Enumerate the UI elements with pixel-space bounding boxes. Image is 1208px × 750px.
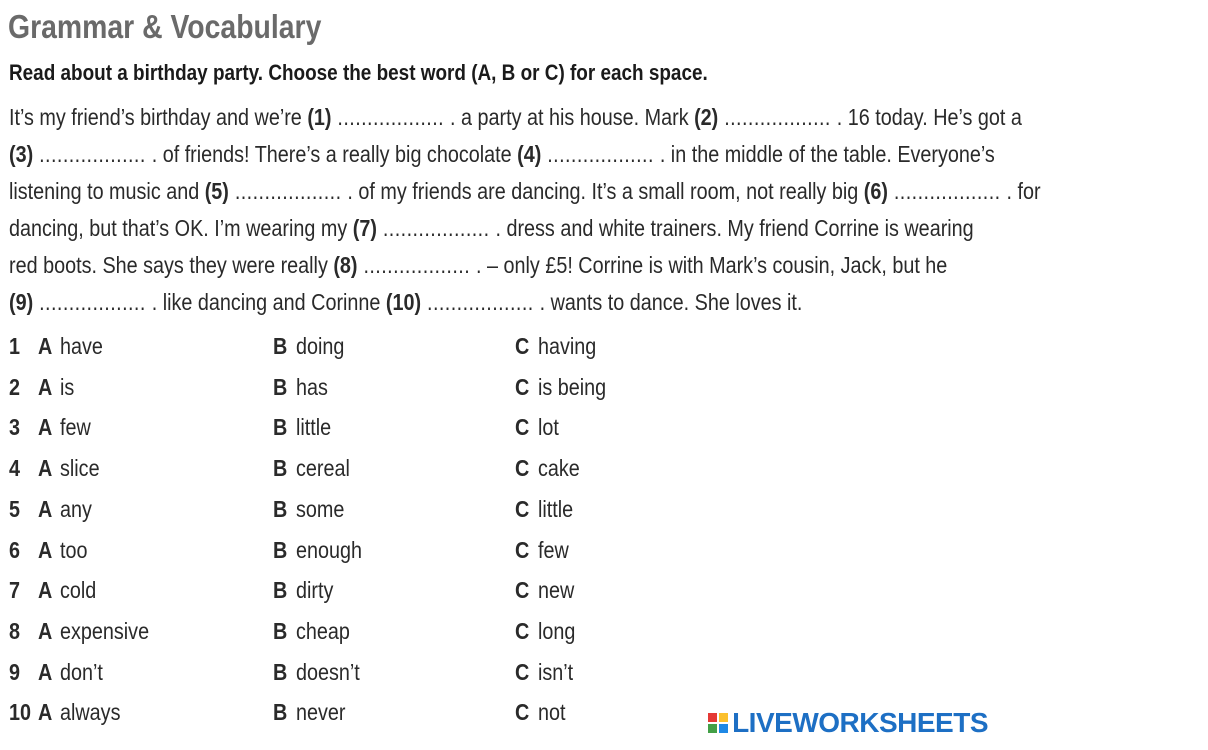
option-c[interactable]: having: [538, 333, 597, 359]
instructions: Read about a birthday party. Choose the best word (A, B or C) for each space.: [9, 60, 708, 85]
blank-number: (5): [204, 178, 229, 204]
option-a[interactable]: is: [60, 373, 75, 400]
question-row: [0, 414, 700, 448]
answer-blank[interactable]: ..................: [376, 215, 496, 241]
answer-blank[interactable]: ..................: [357, 252, 477, 278]
answer-blank[interactable]: ..................: [887, 178, 1007, 204]
option-a[interactable]: always: [60, 699, 121, 726]
passage-line: [9, 178, 1208, 205]
option-a[interactable]: too: [60, 536, 88, 563]
logo-square: [719, 713, 728, 722]
option-a[interactable]: don’t: [60, 658, 103, 685]
option-c[interactable]: few: [538, 536, 569, 563]
option-c[interactable]: long: [538, 617, 576, 644]
blank-number: (3): [9, 141, 34, 167]
option-letter-c: C: [515, 333, 530, 359]
option-letter-a: A: [38, 658, 53, 685]
question-number: 9: [9, 658, 21, 685]
question-row: [0, 618, 700, 652]
answer-blank[interactable]: ..................: [541, 141, 660, 167]
logo-square: [708, 724, 717, 733]
option-letter-c: C: [515, 455, 530, 482]
question-row: [0, 537, 700, 571]
question-number: 7: [9, 577, 21, 604]
option-letter-a: A: [38, 414, 53, 441]
passage-text: . 16 today. He’s got a: [836, 104, 1022, 130]
option-letter-b: B: [273, 577, 288, 604]
question-number: 6: [9, 536, 21, 563]
question-row: [0, 374, 700, 408]
option-b[interactable]: enough: [296, 536, 363, 563]
option-a[interactable]: have: [60, 333, 103, 359]
passage-text: . in the middle of the table. Everyone’s: [659, 141, 995, 167]
passage-text: red boots. She says they were really: [9, 252, 334, 278]
option-c[interactable]: little: [538, 495, 574, 522]
option-letter-c: C: [515, 495, 530, 522]
option-letter-c: C: [515, 414, 530, 441]
question-row: [0, 577, 700, 611]
option-c[interactable]: not: [538, 699, 566, 726]
answer-blank[interactable]: ..................: [421, 289, 540, 315]
option-letter-b: B: [273, 617, 288, 644]
passage-text: . like dancing and Corinne: [151, 289, 386, 315]
option-letter-c: C: [515, 658, 530, 685]
option-b[interactable]: doing: [296, 333, 345, 359]
question-number: 3: [9, 414, 21, 441]
option-b[interactable]: dirty: [296, 577, 334, 604]
option-b[interactable]: cheap: [296, 617, 350, 644]
option-letter-c: C: [515, 536, 530, 563]
passage-text: It’s my friend’s birthday and we’re: [9, 104, 308, 130]
option-a[interactable]: cold: [60, 577, 97, 604]
option-letter-b: B: [273, 414, 288, 441]
question-row: [0, 333, 700, 367]
passage-line: [9, 215, 1131, 242]
option-c[interactable]: new: [538, 577, 575, 604]
passage-text: dancing, but that’s OK. I’m wearing my: [9, 215, 353, 241]
passage-text: . of my friends are dancing. It’s a small room, not really big: [347, 178, 864, 204]
option-c[interactable]: lot: [538, 414, 559, 441]
option-letter-a: A: [38, 577, 53, 604]
option-letter-b: B: [273, 658, 288, 685]
answer-blank[interactable]: ..................: [33, 289, 152, 315]
logo-square: [719, 724, 728, 733]
blank-number: (4): [517, 141, 542, 167]
option-c[interactable]: is being: [538, 373, 607, 400]
option-b[interactable]: never: [296, 699, 346, 726]
question-number: 8: [9, 617, 21, 644]
passage-text: listening to music and: [9, 178, 205, 204]
passage-text: . a party at his house. Mark: [450, 104, 695, 130]
passage-text: . – only £5! Corrine is with Mark’s cousin, Jack, but he: [476, 252, 948, 278]
blank-number: (2): [694, 104, 719, 130]
option-letter-c: C: [515, 577, 530, 604]
passage-text: . for: [1006, 178, 1041, 204]
option-letter-b: B: [273, 373, 288, 400]
question-row: [0, 699, 700, 733]
page-title: Grammar & Vocabulary: [8, 8, 322, 45]
answer-blank[interactable]: ..................: [718, 104, 837, 130]
option-a[interactable]: slice: [60, 455, 100, 482]
passage-text: . of friends! There’s a really big chocolate: [151, 141, 518, 167]
option-a[interactable]: few: [60, 414, 91, 441]
question-number: 1: [9, 333, 21, 359]
option-a[interactable]: any: [60, 495, 92, 522]
option-letter-c: C: [515, 699, 530, 726]
option-c[interactable]: isn’t: [538, 658, 574, 685]
blank-number: (8): [333, 252, 358, 278]
logo-square: [708, 713, 717, 722]
option-b[interactable]: little: [296, 414, 332, 441]
option-letter-c: C: [515, 617, 530, 644]
option-letter-a: A: [38, 699, 53, 726]
passage-line: [9, 141, 1155, 168]
option-letter-a: A: [38, 495, 53, 522]
question-row: [0, 496, 700, 530]
question-row: [0, 455, 700, 489]
answer-blank[interactable]: ..................: [331, 104, 451, 130]
answer-blank[interactable]: ..................: [33, 141, 152, 167]
option-b[interactable]: doesn’t: [296, 658, 360, 685]
passage-line: [9, 252, 1100, 279]
option-letter-b: B: [273, 495, 288, 522]
question-number: 2: [9, 373, 21, 400]
passage-text: . wants to dance. She loves it.: [539, 289, 803, 315]
option-b[interactable]: some: [296, 495, 345, 522]
option-a[interactable]: expensive: [60, 617, 150, 644]
option-c[interactable]: cake: [538, 455, 580, 482]
logo-mark-icon: [708, 713, 728, 733]
option-letter-c: C: [515, 373, 530, 400]
liveworksheets-logo: [708, 708, 988, 738]
blank-number: (9): [9, 289, 34, 315]
option-letter-b: B: [273, 333, 288, 359]
question-row: [0, 659, 700, 693]
question-number: 10: [9, 699, 32, 726]
option-letter-a: A: [38, 455, 53, 482]
option-letter-a: A: [38, 536, 53, 563]
question-number: 5: [9, 495, 21, 522]
option-letter-a: A: [38, 373, 53, 400]
blank-number: (6): [863, 178, 888, 204]
option-letter-b: B: [273, 699, 288, 726]
passage-line: [9, 289, 932, 316]
passage-text: . dress and white trainers. My friend Corrine is wearing: [495, 215, 974, 241]
option-letter-b: B: [273, 536, 288, 563]
blank-number: (10): [385, 289, 422, 315]
question-number: 4: [9, 455, 21, 482]
blank-number: (1): [307, 104, 332, 130]
option-b[interactable]: cereal: [296, 455, 350, 482]
answer-blank[interactable]: ..................: [228, 178, 348, 204]
passage-line: [9, 104, 1187, 131]
logo-text: LIVEWORKSHEETS: [732, 707, 988, 738]
option-letter-b: B: [273, 455, 288, 482]
option-letter-a: A: [38, 617, 53, 644]
option-b[interactable]: has: [296, 373, 328, 400]
option-letter-a: A: [38, 333, 53, 359]
blank-number: (7): [352, 215, 377, 241]
